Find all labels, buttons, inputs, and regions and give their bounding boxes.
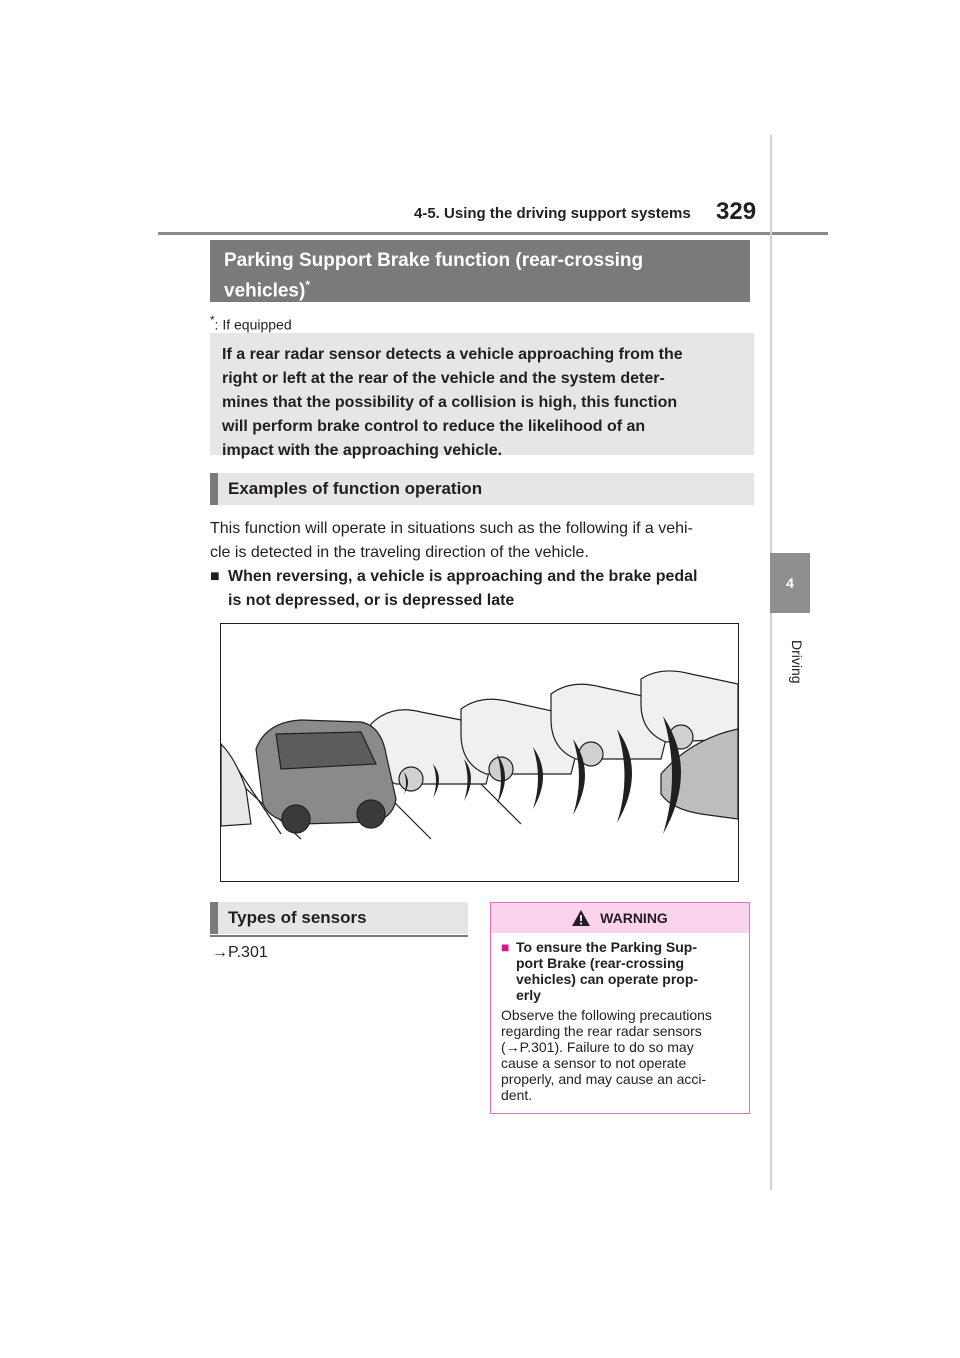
lead-line: right or left at the rear of the vehicle and the system deter- xyxy=(222,370,665,387)
illustration-rear-crossing-vehicle xyxy=(220,623,739,882)
warning-subheading-line: port Brake (rear-crossing xyxy=(516,955,685,971)
subheading-line: When reversing, a vehicle is approaching and the brake pedal xyxy=(228,568,698,585)
lead-paragraph-box xyxy=(210,333,754,459)
header-divider xyxy=(158,232,828,235)
section-heading-examples: Examples of function operation xyxy=(210,473,754,505)
warning-body xyxy=(501,1007,743,1103)
warning-body-line: Observe the following precautions xyxy=(501,1007,712,1023)
warning-subheading-line: vehicles) can operate prop- xyxy=(516,971,699,987)
warning-body-line: (→P.301). Failure to do so may xyxy=(501,1039,694,1055)
section-heading-types-of-sensors: Types of sensors xyxy=(210,902,468,934)
lead-line: will perform brake control to reduce the likelihood of an xyxy=(222,418,646,435)
section-heading-line-1: Parking Support Brake function (rear-crossing xyxy=(224,250,644,271)
warning-subheading-line: To ensure the Parking Sup- xyxy=(516,939,697,955)
warning-box xyxy=(490,902,750,1114)
warning-subheading-line: erly xyxy=(516,987,541,1003)
chapter-tab[interactable] xyxy=(770,553,810,613)
warning-body-line: properly, and may cause an acci- xyxy=(501,1071,707,1087)
section-heading-parking-support-brake xyxy=(210,240,750,302)
lead-line: mines that the possibility of a collision is high, this function xyxy=(222,394,678,411)
page-reference-link[interactable]: →P.301 xyxy=(212,944,268,961)
bullet-square-icon: ■ xyxy=(501,939,510,955)
side-margin-rule xyxy=(770,135,772,1190)
footnote xyxy=(210,314,292,333)
examples-body-paragraph xyxy=(210,517,760,565)
page-number: 329 xyxy=(716,198,757,225)
chapter-number: 4 xyxy=(786,575,794,591)
body-line: cle is detected in the traveling direction of the vehicle. xyxy=(210,544,589,561)
parking-lot-illustration xyxy=(221,624,738,881)
subheading-line: is not depressed, or is depressed late xyxy=(228,592,515,609)
bullet-square-icon: ■ xyxy=(210,568,220,585)
body-line: This function will operate in situations such as the following if a vehi- xyxy=(210,520,693,537)
footnote-text: : If equipped xyxy=(214,316,292,333)
reversing-vehicle xyxy=(256,720,396,833)
lead-line: impact with the approaching vehicle. xyxy=(222,442,503,459)
equipped-footnote-mark: * xyxy=(305,278,310,292)
section-underline xyxy=(210,935,468,937)
warning-body-line: regarding the rear radar sensors xyxy=(501,1023,702,1039)
reversing-subheading xyxy=(210,565,760,613)
warning-triangle-icon xyxy=(572,910,590,926)
warning-subheading xyxy=(501,939,741,1003)
chapter-label: Driving xyxy=(789,640,805,684)
warning-header xyxy=(491,903,749,933)
section-heading-line-2: vehicles) xyxy=(224,280,306,302)
running-header-section-title: 4-5. Using the driving support systems xyxy=(414,205,691,222)
warning-title: WARNING xyxy=(600,910,668,926)
footnote-mark: * xyxy=(210,314,215,327)
warning-body-line: cause a sensor to not operate xyxy=(501,1055,687,1071)
warning-body-line: dent. xyxy=(501,1087,533,1103)
lead-line: If a rear radar sensor detects a vehicle approaching from the xyxy=(222,346,683,363)
